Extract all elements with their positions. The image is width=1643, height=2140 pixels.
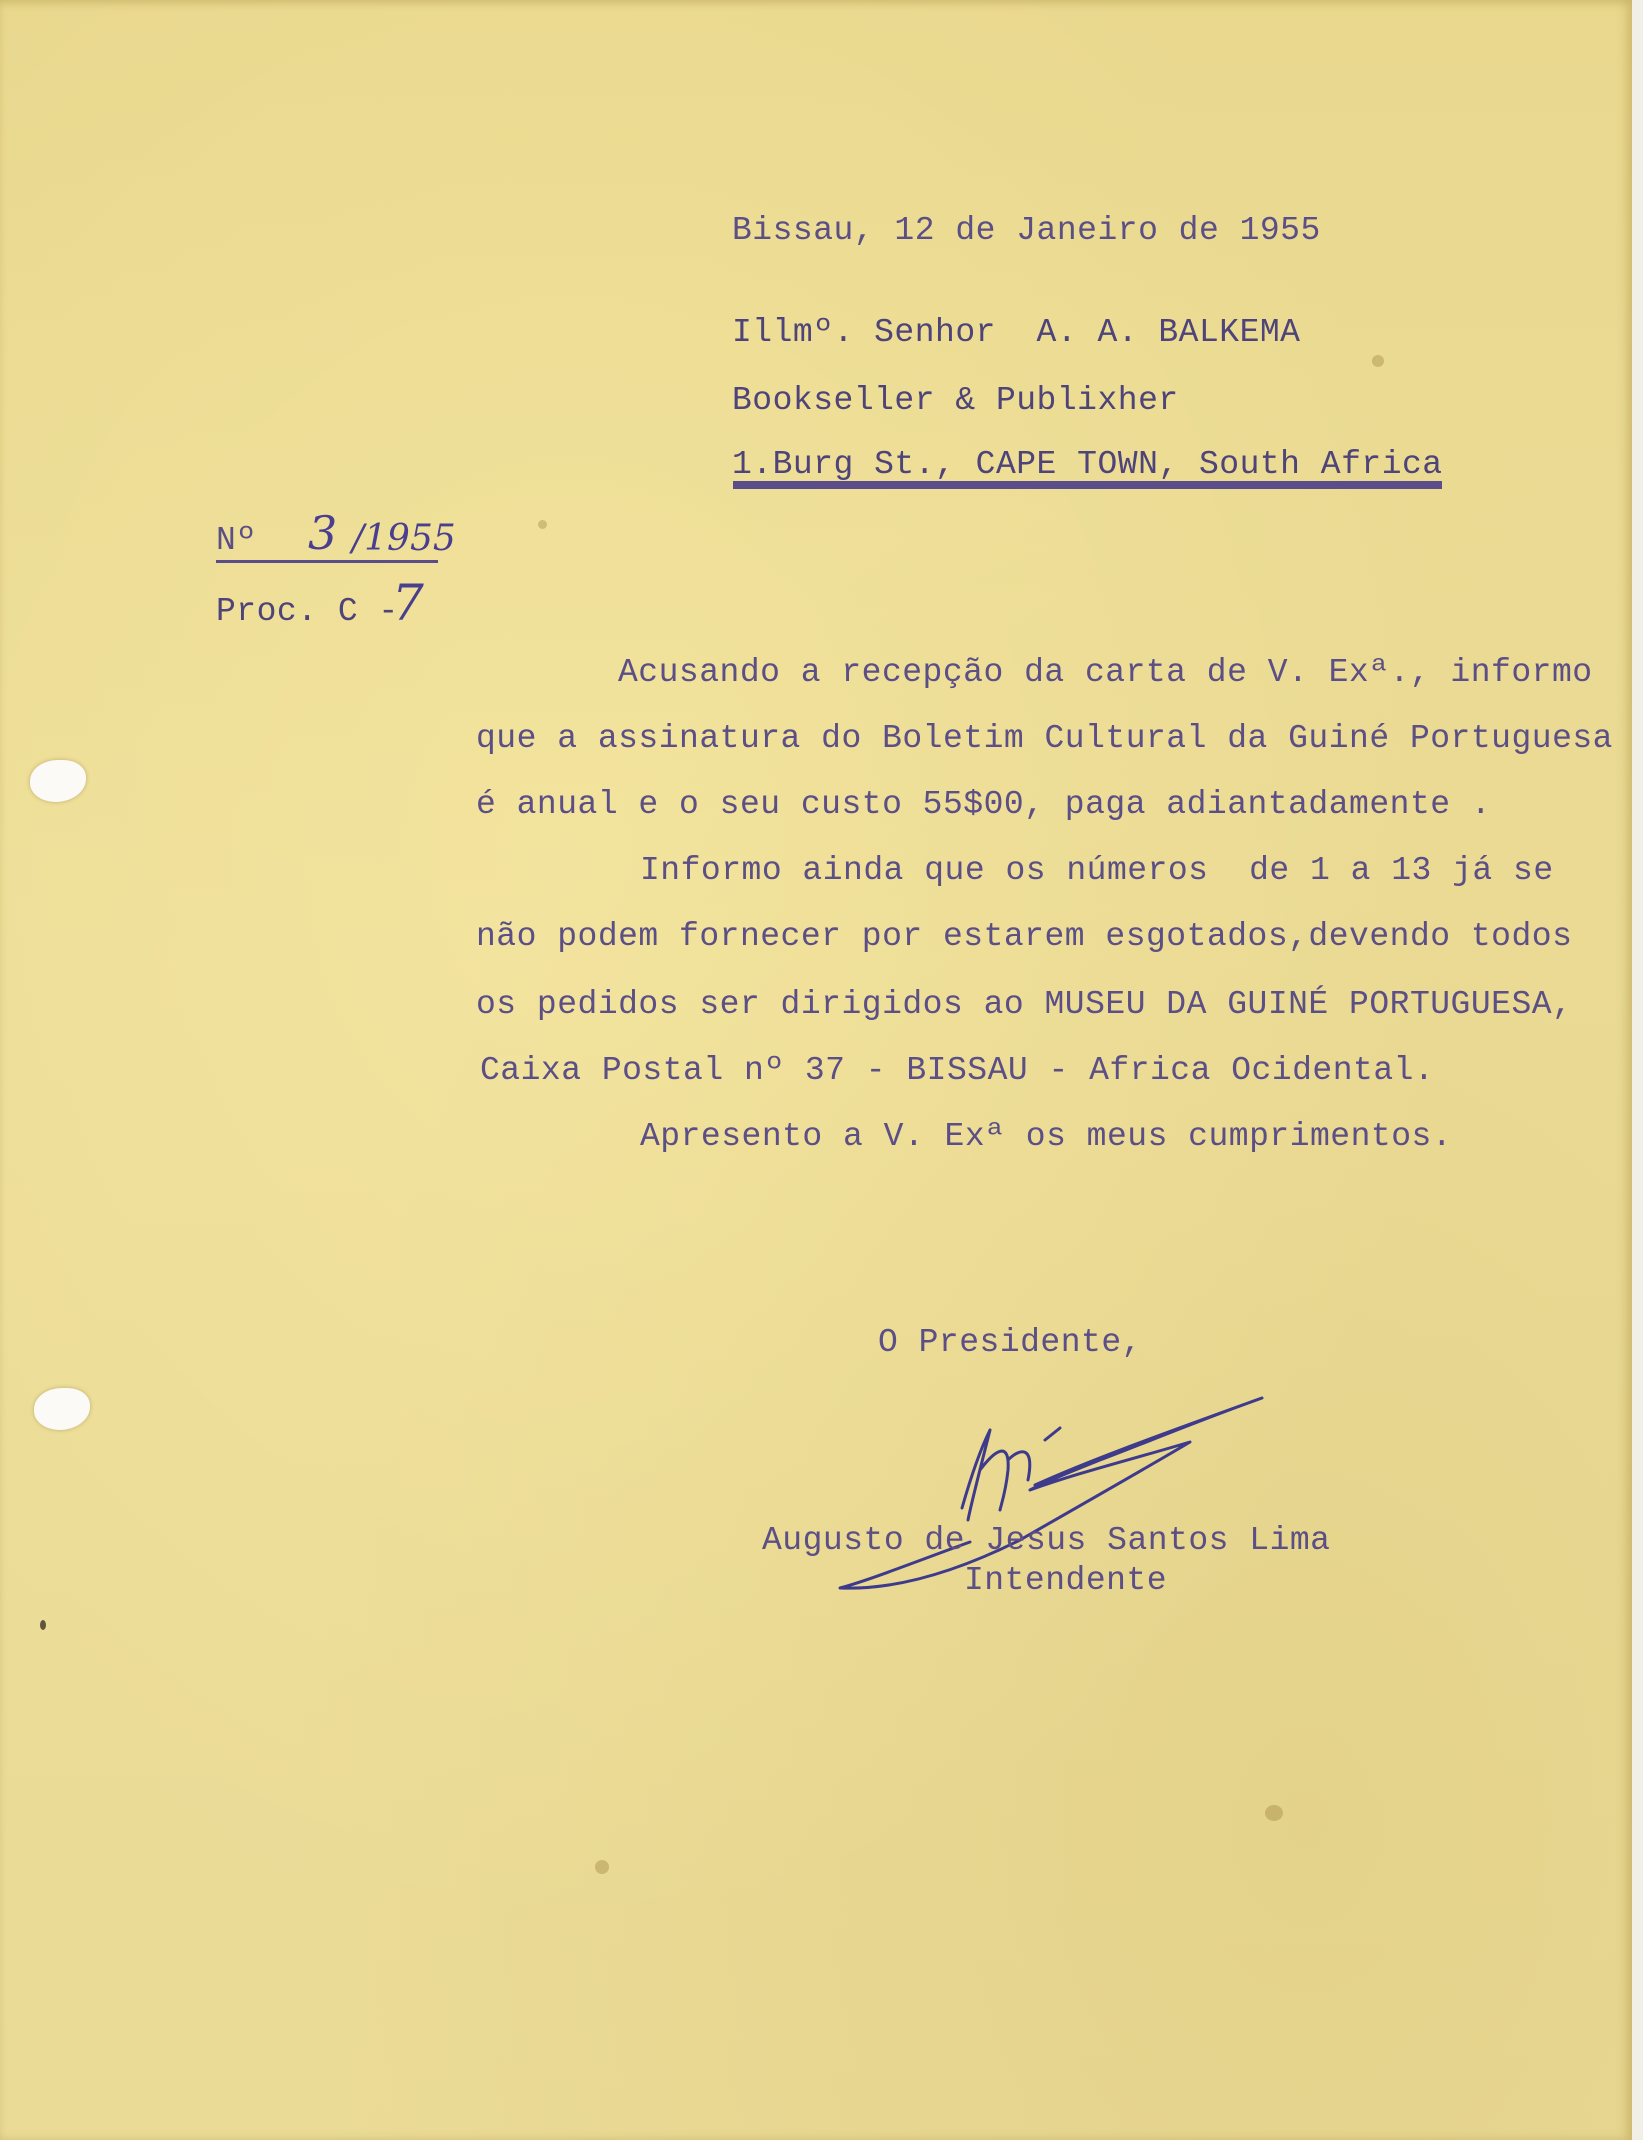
recipient-title: Bookseller & Publixher xyxy=(732,382,1179,419)
signatory-title: Intendente xyxy=(964,1562,1168,1599)
body-line: Caixa Postal nº 37 - BISSAU - Africa Ocidental. xyxy=(480,1052,1435,1089)
body-line: é anual e o seu custo 55$00, paga adiantadamente . xyxy=(476,786,1492,823)
punch-hole xyxy=(30,760,86,802)
process-label: Proc. C - xyxy=(216,593,399,630)
reference-underline xyxy=(216,560,438,563)
body-line: Apresento a V. Exª os meus cumprimentos. xyxy=(640,1118,1453,1155)
recipient-address: 1.Burg St., CAPE TOWN, South Africa xyxy=(732,446,1443,483)
date-line: Bissau, 12 de Janeiro de 1955 xyxy=(732,212,1321,249)
closing-line: O Presidente, xyxy=(878,1324,1142,1361)
body-line: não podem fornecer por estarem esgotados,devendo todos xyxy=(476,918,1573,955)
stain-spot xyxy=(1265,1805,1283,1821)
reference-number-handwritten: 3 xyxy=(308,506,338,560)
reference-number xyxy=(216,506,456,560)
reference-number-prefix: Nº xyxy=(216,522,257,559)
recipient-salutation: Illmº. Senhor A. A. BALKEMA xyxy=(732,314,1301,351)
body-line: que a assinatura do Boletim Cultural da Guiné Portuguesa xyxy=(476,720,1613,757)
stain-spot xyxy=(538,520,547,529)
process-handwritten: 7 xyxy=(392,574,424,632)
signatory-name: Augusto de Jesus Santos Lima xyxy=(762,1522,1331,1559)
stain-spot xyxy=(1372,355,1384,367)
body-line: Informo ainda que os números de 1 a 13 já se xyxy=(640,852,1554,889)
stain-spot xyxy=(595,1860,609,1874)
punch-hole xyxy=(34,1388,90,1430)
body-line: os pedidos ser dirigidos ao MUSEU DA GUINÉ PORTUGUESA, xyxy=(476,986,1573,1023)
body-line: Acusando a recepção da carta de V. Exª., informo xyxy=(618,654,1593,691)
ink-mark xyxy=(40,1620,46,1630)
reference-number-year: /1955 xyxy=(352,518,456,559)
